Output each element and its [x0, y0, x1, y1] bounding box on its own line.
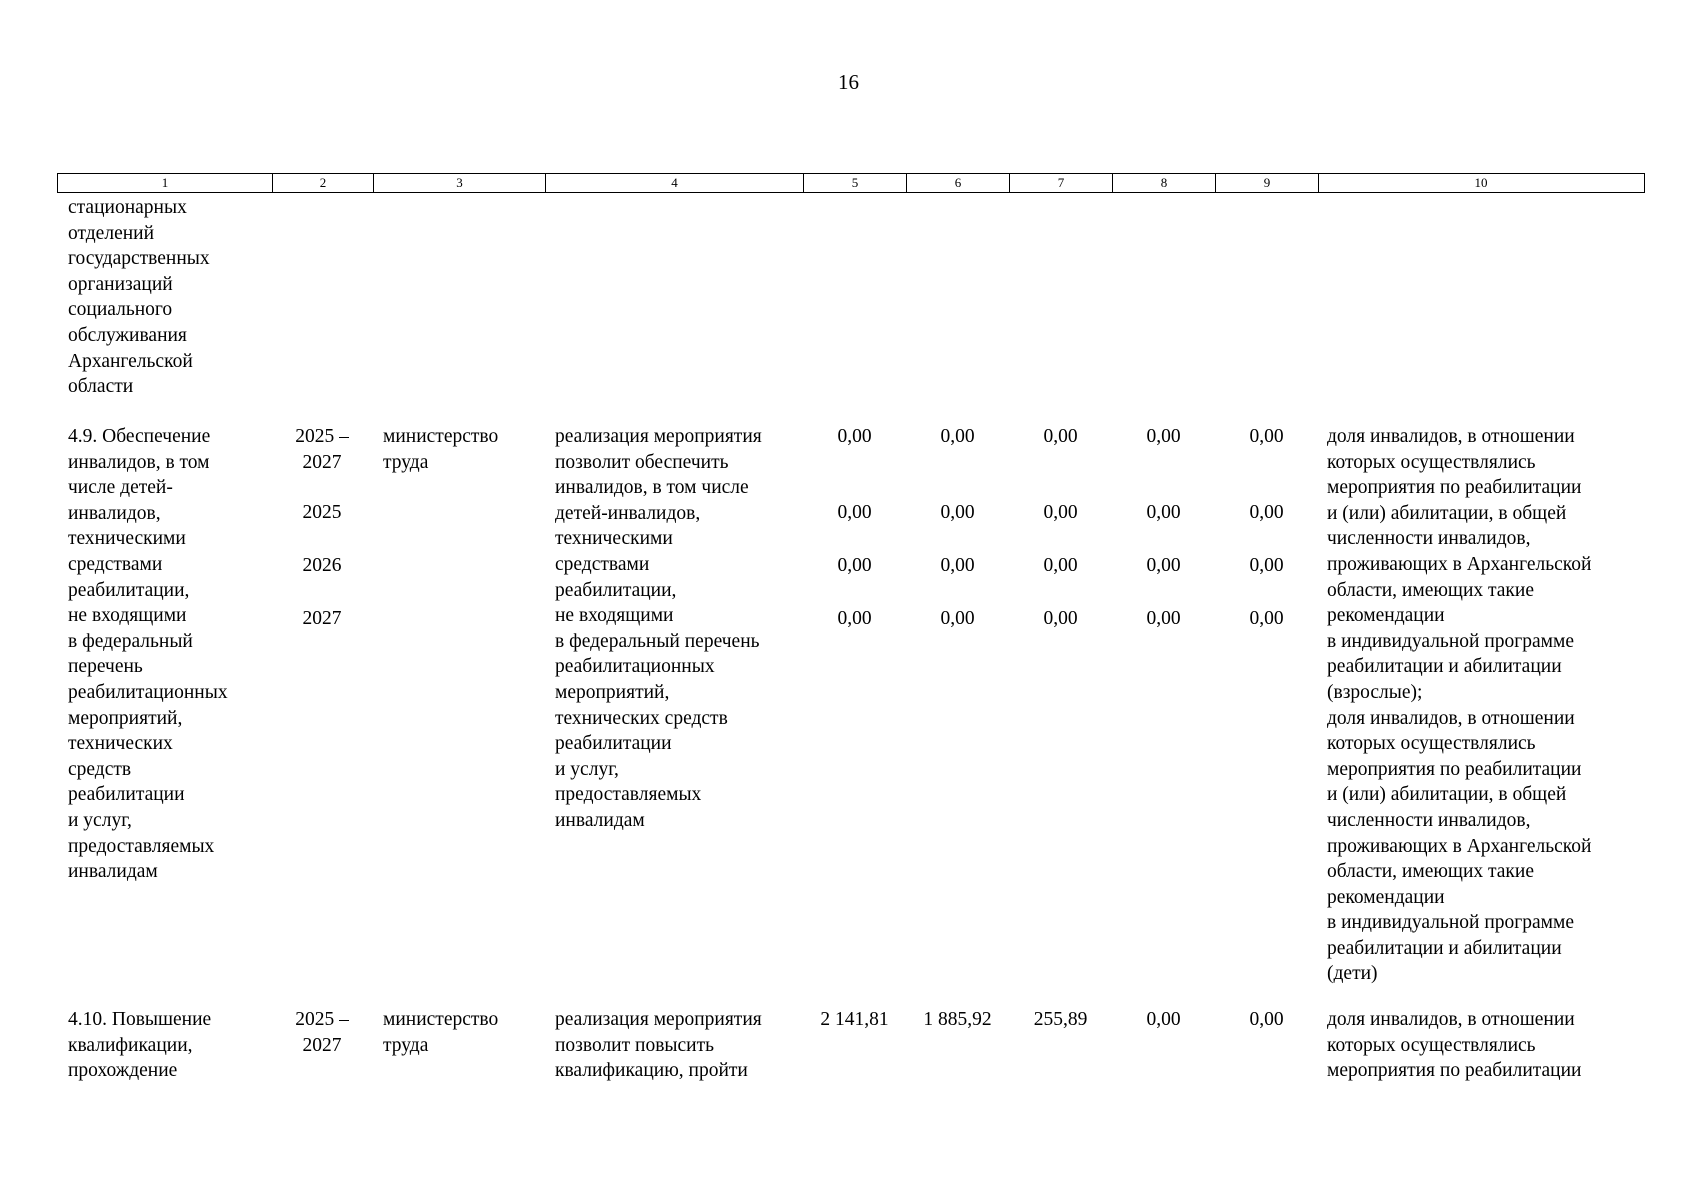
measure-4-10-period: 2025 – 2027 [295, 1009, 349, 1056]
measure-4-9-2025-col9: 0,00 [1249, 502, 1284, 523]
column-number-4: 4 [546, 174, 804, 192]
measure-4-9-2025-col8: 0,00 [1146, 502, 1181, 523]
measure-4-9-year-2027: 2027 [302, 608, 342, 629]
measure-4-9-total-col5: 0,00 [837, 426, 872, 447]
column-number-10: 10 [1474, 175, 1488, 190]
continuation-measure-text: стационарных отделений государственных организаций социального обслуживания Архангельской области [68, 197, 210, 398]
measure-4-9-2027-col9: 0,00 [1249, 608, 1284, 629]
measure-4-9-executor: министерство труда [383, 426, 499, 473]
measure-4-9-2026-col7: 0,00 [1043, 555, 1078, 576]
measure-4-9-title: 4.9. Обеспечение инвалидов, в том числе детей- инвалидов, техническими средствами реабилитации, не входящими в федеральный перечень реабилитационных мероприятий, технических средств реабилитации и услуг, предоставляемых инвалидам [68, 426, 228, 883]
measure-4-9-year-2026: 2026 [302, 555, 342, 576]
column-number-5: 5 [804, 174, 907, 192]
measure-4-9-result: реализация мероприятия позволит обеспечить инвалидов, в том числе детей-инвалидов, техническими средствами реабилитации, не входящими в федеральный перечень реабилитационных мероприятий, технических средств реабилитации и услуг, предоставляемых инвалидам [555, 426, 762, 831]
measure-4-9-year-2025: 2025 [302, 502, 342, 523]
measure-4-9-2027-col6: 0,00 [940, 608, 975, 629]
page-number: 16 [838, 70, 859, 94]
measure-4-9-2026-col5: 0,00 [837, 555, 872, 576]
measure-4-9-2027-col5: 0,00 [837, 608, 872, 629]
measure-4-9-2026-col8: 0,00 [1146, 555, 1181, 576]
measure-4-10-col7: 255,89 [1033, 1009, 1088, 1030]
measure-4-9-2026-col9: 0,00 [1249, 555, 1284, 576]
column-number-8: 8 [1113, 174, 1216, 192]
column-number-1: 1 [58, 174, 273, 192]
measure-4-9-2025-col5: 0,00 [837, 502, 872, 523]
measure-4-10-indicator: доля инвалидов, в отношении которых осуществлялись мероприятия по реабилитации [1327, 1009, 1582, 1082]
measure-4-10-col6: 1 885,92 [923, 1009, 992, 1030]
measure-4-9-2027-col7: 0,00 [1043, 608, 1078, 629]
measure-4-9-indicator: доля инвалидов, в отношении которых осуществлялись мероприятия по реабилитации и (или) абилитации, в общей численности инвалидов, проживающих в Архангельской области, имеющих такие рекомендации в индивидуальной программе реабилитации и абилитации (взрослые); доля инвалидов, в отношении которых осуществлялись мероприятия по реабилитации и (или) абилитации, в общей численности инвалидов, проживающих в Архангельской области, имеющих такие рекомендации в индивидуальной программе реабилитации и абилитации (дети) [1327, 426, 1592, 985]
measure-4-9-2025-col7: 0,00 [1043, 502, 1078, 523]
measure-4-9-total-col6: 0,00 [940, 426, 975, 447]
measure-4-9-2025-col6: 0,00 [940, 502, 975, 523]
measure-4-9-period: 2025 – 2027 [295, 426, 349, 473]
measure-4-9-total-col9: 0,00 [1249, 426, 1284, 447]
column-number-3: 3 [374, 174, 546, 192]
column-number-2: 2 [273, 174, 374, 192]
table-header-row [57, 173, 1645, 193]
measure-4-10-result: реализация мероприятия позволит повысить квалификацию, пройти [555, 1009, 762, 1082]
measure-4-10-col8: 0,00 [1146, 1009, 1181, 1030]
measure-4-9-2027-col8: 0,00 [1146, 608, 1181, 629]
measure-4-10-col5: 2 141,81 [820, 1009, 889, 1030]
measure-4-10-col9: 0,00 [1249, 1009, 1284, 1030]
measure-4-10-title: 4.10. Повышение квалификации, прохождение [68, 1009, 212, 1082]
column-number-7: 7 [1010, 174, 1113, 192]
measure-4-9-2026-col6: 0,00 [940, 555, 975, 576]
column-number-6: 6 [907, 174, 1010, 192]
measure-4-9-total-col7: 0,00 [1043, 426, 1078, 447]
column-number-9: 9 [1216, 174, 1319, 192]
measure-4-10-executor: министерство труда [383, 1009, 499, 1056]
measure-4-9-total-col8: 0,00 [1146, 426, 1181, 447]
